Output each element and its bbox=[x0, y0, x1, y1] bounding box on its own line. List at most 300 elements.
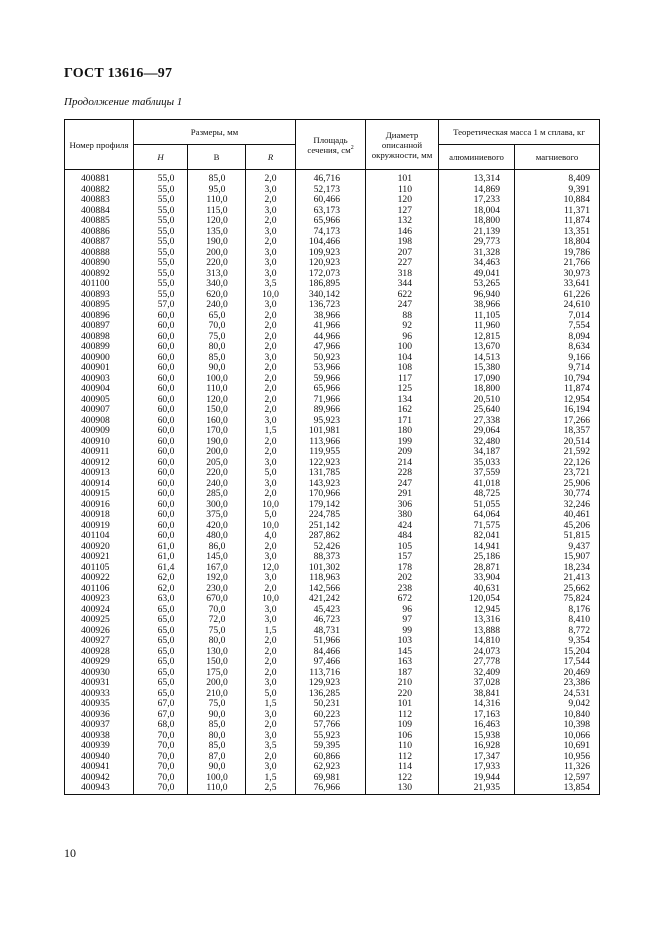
cell-mass-aluminium: 82,041 bbox=[439, 531, 515, 542]
cell-area: 60,466 bbox=[296, 195, 366, 206]
cell-h: 60,0 bbox=[134, 531, 188, 542]
cell-area: 52,426 bbox=[296, 542, 366, 553]
cell-h: 60,0 bbox=[134, 447, 188, 458]
cell-area: 50,923 bbox=[296, 353, 366, 364]
cell-diameter: 112 bbox=[366, 710, 439, 721]
table-row bbox=[65, 542, 600, 553]
cell-mass-magnesium: 10,794 bbox=[515, 374, 600, 385]
cell-mass-magnesium: 13,351 bbox=[515, 227, 600, 238]
cell-r: 3,0 bbox=[246, 185, 296, 196]
cell-b: 75,0 bbox=[188, 699, 246, 710]
cell-h: 61,0 bbox=[134, 552, 188, 563]
cell-h: 62,0 bbox=[134, 573, 188, 584]
page-number: 10 bbox=[64, 846, 76, 860]
table-row bbox=[65, 269, 600, 280]
cell-r: 2,0 bbox=[246, 584, 296, 595]
cell-diameter: 132 bbox=[366, 216, 439, 227]
cell-h: 60,0 bbox=[134, 426, 188, 437]
cell-r: 2,0 bbox=[246, 363, 296, 374]
cell-mass-aluminium: 18,004 bbox=[439, 206, 515, 217]
cell-mass-magnesium: 9,714 bbox=[515, 363, 600, 374]
cell-r: 1,5 bbox=[246, 626, 296, 637]
cell-mass-magnesium: 18,234 bbox=[515, 563, 600, 574]
cell-diameter: 484 bbox=[366, 531, 439, 542]
cell-b: 90,0 bbox=[188, 710, 246, 721]
cell-diameter: 146 bbox=[366, 227, 439, 238]
cell-profile-number: 400893 bbox=[65, 290, 134, 301]
cell-mass-magnesium: 10,884 bbox=[515, 195, 600, 206]
cell-b: 110,0 bbox=[188, 783, 246, 794]
cell-mass-aluminium: 14,810 bbox=[439, 636, 515, 647]
cell-mass-aluminium: 53,265 bbox=[439, 279, 515, 290]
cell-r: 2,0 bbox=[246, 311, 296, 322]
cell-mass-aluminium: 96,940 bbox=[439, 290, 515, 301]
cell-profile-number: 401104 bbox=[65, 531, 134, 542]
cell-r: 1,5 bbox=[246, 699, 296, 710]
cell-area: 59,395 bbox=[296, 741, 366, 752]
cell-area: 120,923 bbox=[296, 258, 366, 269]
cell-b: 120,0 bbox=[188, 216, 246, 227]
cell-mass-aluminium: 27,338 bbox=[439, 416, 515, 427]
cell-mass-aluminium: 31,328 bbox=[439, 248, 515, 259]
table-header bbox=[65, 120, 600, 170]
cell-area: 113,716 bbox=[296, 668, 366, 679]
cell-area: 62,923 bbox=[296, 762, 366, 773]
cell-b: 85,0 bbox=[188, 741, 246, 752]
cell-b: 160,0 bbox=[188, 416, 246, 427]
cell-area: 60,223 bbox=[296, 710, 366, 721]
cell-diameter: 180 bbox=[366, 426, 439, 437]
cell-diameter: 227 bbox=[366, 258, 439, 269]
cell-diameter: 110 bbox=[366, 185, 439, 196]
table-row bbox=[65, 332, 600, 343]
cell-mass-magnesium: 11,326 bbox=[515, 762, 600, 773]
cell-r: 2,0 bbox=[246, 195, 296, 206]
cell-b: 80,0 bbox=[188, 636, 246, 647]
cell-h: 68,0 bbox=[134, 720, 188, 731]
table-row bbox=[65, 636, 600, 647]
cell-h: 60,0 bbox=[134, 311, 188, 322]
cell-mass-magnesium: 18,357 bbox=[515, 426, 600, 437]
cell-b: 480,0 bbox=[188, 531, 246, 542]
cell-mass-magnesium: 8,094 bbox=[515, 332, 600, 343]
cell-profile-number: 400908 bbox=[65, 416, 134, 427]
cell-b: 200,0 bbox=[188, 447, 246, 458]
table-row bbox=[65, 227, 600, 238]
cell-b: 190,0 bbox=[188, 237, 246, 248]
cell-mass-aluminium: 11,960 bbox=[439, 321, 515, 332]
table-row bbox=[65, 185, 600, 196]
cell-mass-aluminium: 48,725 bbox=[439, 489, 515, 500]
table-row bbox=[65, 426, 600, 437]
cell-h: 65,0 bbox=[134, 605, 188, 616]
cell-profile-number: 400900 bbox=[65, 353, 134, 364]
table-row bbox=[65, 468, 600, 479]
cell-area: 170,966 bbox=[296, 489, 366, 500]
cell-mass-magnesium: 21,413 bbox=[515, 573, 600, 584]
cell-mass-aluminium: 17,233 bbox=[439, 195, 515, 206]
cell-diameter: 103 bbox=[366, 636, 439, 647]
table-row bbox=[65, 342, 600, 353]
cell-profile-number: 400899 bbox=[65, 342, 134, 353]
cell-profile-number: 400905 bbox=[65, 395, 134, 406]
cell-mass-aluminium: 34,463 bbox=[439, 258, 515, 269]
cell-r: 2,0 bbox=[246, 384, 296, 395]
cell-r: 5,0 bbox=[246, 468, 296, 479]
cell-b: 167,0 bbox=[188, 563, 246, 574]
cell-r: 3,0 bbox=[246, 353, 296, 364]
table-row bbox=[65, 531, 600, 542]
cell-mass-magnesium: 15,907 bbox=[515, 552, 600, 563]
cell-diameter: 88 bbox=[366, 311, 439, 322]
cell-mass-magnesium: 10,956 bbox=[515, 752, 600, 763]
cell-r: 2,0 bbox=[246, 447, 296, 458]
cell-area: 101,981 bbox=[296, 426, 366, 437]
cell-h: 65,0 bbox=[134, 636, 188, 647]
cell-b: 85,0 bbox=[188, 720, 246, 731]
cell-mass-magnesium: 9,391 bbox=[515, 185, 600, 196]
cell-b: 110,0 bbox=[188, 384, 246, 395]
cell-profile-number: 400930 bbox=[65, 668, 134, 679]
cell-mass-magnesium: 16,194 bbox=[515, 405, 600, 416]
cell-profile-number: 400936 bbox=[65, 710, 134, 721]
cell-mass-magnesium: 10,840 bbox=[515, 710, 600, 721]
cell-mass-aluminium: 17,090 bbox=[439, 374, 515, 385]
cell-h: 60,0 bbox=[134, 458, 188, 469]
cell-mass-aluminium: 18,800 bbox=[439, 216, 515, 227]
table-row bbox=[65, 657, 600, 668]
cell-r: 10,0 bbox=[246, 500, 296, 511]
cell-b: 192,0 bbox=[188, 573, 246, 584]
cell-area: 143,923 bbox=[296, 479, 366, 490]
cell-h: 63,0 bbox=[134, 594, 188, 605]
cell-mass-magnesium: 9,354 bbox=[515, 636, 600, 647]
cell-area: 172,073 bbox=[296, 269, 366, 280]
cell-area: 109,923 bbox=[296, 248, 366, 259]
cell-b: 175,0 bbox=[188, 668, 246, 679]
cell-profile-number: 400922 bbox=[65, 573, 134, 584]
cell-h: 60,0 bbox=[134, 479, 188, 490]
cell-b: 87,0 bbox=[188, 752, 246, 763]
cell-area: 340,142 bbox=[296, 290, 366, 301]
cell-profile-number: 400888 bbox=[65, 248, 134, 259]
cell-diameter: 380 bbox=[366, 510, 439, 521]
cell-mass-aluminium: 28,871 bbox=[439, 563, 515, 574]
cell-profile-number: 400890 bbox=[65, 258, 134, 269]
cell-b: 170,0 bbox=[188, 426, 246, 437]
cell-r: 2,0 bbox=[246, 216, 296, 227]
table-row bbox=[65, 783, 600, 794]
cell-area: 101,302 bbox=[296, 563, 366, 574]
cell-area: 65,966 bbox=[296, 216, 366, 227]
cell-h: 60,0 bbox=[134, 437, 188, 448]
cell-h: 65,0 bbox=[134, 668, 188, 679]
table-body bbox=[65, 170, 600, 795]
cell-h: 60,0 bbox=[134, 510, 188, 521]
cell-b: 220,0 bbox=[188, 468, 246, 479]
cell-area: 186,895 bbox=[296, 279, 366, 290]
cell-mass-magnesium: 32,246 bbox=[515, 500, 600, 511]
cell-area: 69,981 bbox=[296, 773, 366, 784]
cell-r: 3,0 bbox=[246, 269, 296, 280]
cell-h: 55,0 bbox=[134, 269, 188, 280]
table-row bbox=[65, 248, 600, 259]
table-row bbox=[65, 521, 600, 532]
cell-mass-aluminium: 14,513 bbox=[439, 353, 515, 364]
document-title: ГОСТ 13616—97 bbox=[64, 66, 173, 81]
header-profile-number: Номер профиля bbox=[65, 120, 134, 170]
header-magnesium: магниевого bbox=[515, 145, 600, 170]
cell-r: 3,0 bbox=[246, 416, 296, 427]
cell-profile-number: 400892 bbox=[65, 269, 134, 280]
cell-mass-magnesium: 22,126 bbox=[515, 458, 600, 469]
cell-b: 200,0 bbox=[188, 248, 246, 259]
cell-profile-number: 400895 bbox=[65, 300, 134, 311]
table-continuation-caption: Продолжение таблицы 1 bbox=[64, 96, 183, 108]
cell-h: 65,0 bbox=[134, 657, 188, 668]
cell-mass-magnesium: 8,176 bbox=[515, 605, 600, 616]
cell-b: 205,0 bbox=[188, 458, 246, 469]
cell-diameter: 96 bbox=[366, 332, 439, 343]
cell-diameter: 344 bbox=[366, 279, 439, 290]
table-row bbox=[65, 479, 600, 490]
table-row bbox=[65, 678, 600, 689]
cell-area: 95,923 bbox=[296, 416, 366, 427]
table-row bbox=[65, 710, 600, 721]
cell-profile-number: 400921 bbox=[65, 552, 134, 563]
cell-b: 70,0 bbox=[188, 321, 246, 332]
cell-mass-aluminium: 35,033 bbox=[439, 458, 515, 469]
cell-diameter: 210 bbox=[366, 678, 439, 689]
cell-diameter: 120 bbox=[366, 195, 439, 206]
cell-mass-aluminium: 41,018 bbox=[439, 479, 515, 490]
cell-mass-aluminium: 12,815 bbox=[439, 332, 515, 343]
cell-b: 670,0 bbox=[188, 594, 246, 605]
cell-profile-number: 400927 bbox=[65, 636, 134, 647]
cell-h: 60,0 bbox=[134, 489, 188, 500]
cell-diameter: 214 bbox=[366, 458, 439, 469]
cell-b: 100,0 bbox=[188, 374, 246, 385]
cell-b: 95,0 bbox=[188, 185, 246, 196]
cell-b: 375,0 bbox=[188, 510, 246, 521]
cell-mass-aluminium: 25,640 bbox=[439, 405, 515, 416]
cell-r: 2,0 bbox=[246, 170, 296, 185]
table-row bbox=[65, 605, 600, 616]
cell-profile-number: 400907 bbox=[65, 405, 134, 416]
cell-b: 340,0 bbox=[188, 279, 246, 290]
cell-area: 104,466 bbox=[296, 237, 366, 248]
cell-b: 200,0 bbox=[188, 678, 246, 689]
cell-mass-magnesium: 7,554 bbox=[515, 321, 600, 332]
table-row bbox=[65, 384, 600, 395]
cell-b: 285,0 bbox=[188, 489, 246, 500]
cell-profile-number: 400929 bbox=[65, 657, 134, 668]
cell-h: 70,0 bbox=[134, 773, 188, 784]
cell-r: 2,0 bbox=[246, 720, 296, 731]
cell-profile-number: 400885 bbox=[65, 216, 134, 227]
cell-profile-number: 400935 bbox=[65, 699, 134, 710]
cell-profile-number: 400913 bbox=[65, 468, 134, 479]
cell-b: 80,0 bbox=[188, 342, 246, 353]
cell-profile-number: 400881 bbox=[65, 170, 134, 185]
cell-h: 60,0 bbox=[134, 353, 188, 364]
cell-diameter: 127 bbox=[366, 206, 439, 217]
cell-mass-aluminium: 16,463 bbox=[439, 720, 515, 731]
cell-area: 52,173 bbox=[296, 185, 366, 196]
cell-diameter: 114 bbox=[366, 762, 439, 773]
cell-diameter: 247 bbox=[366, 300, 439, 311]
cell-r: 3,0 bbox=[246, 615, 296, 626]
cell-mass-aluminium: 13,314 bbox=[439, 170, 515, 185]
table-row bbox=[65, 405, 600, 416]
table-row bbox=[65, 563, 600, 574]
cell-mass-aluminium: 120,054 bbox=[439, 594, 515, 605]
cell-diameter: 99 bbox=[366, 626, 439, 637]
cell-profile-number: 400943 bbox=[65, 783, 134, 794]
cell-diameter: 171 bbox=[366, 416, 439, 427]
cell-h: 60,0 bbox=[134, 384, 188, 395]
cell-diameter: 306 bbox=[366, 500, 439, 511]
cell-area: 57,766 bbox=[296, 720, 366, 731]
cell-diameter: 424 bbox=[366, 521, 439, 532]
cell-profile-number: 400931 bbox=[65, 678, 134, 689]
table-row bbox=[65, 689, 600, 700]
cell-diameter: 92 bbox=[366, 321, 439, 332]
cell-mass-magnesium: 40,461 bbox=[515, 510, 600, 521]
cell-b: 150,0 bbox=[188, 657, 246, 668]
cell-mass-aluminium: 40,631 bbox=[439, 584, 515, 595]
cell-diameter: 220 bbox=[366, 689, 439, 700]
cell-mass-aluminium: 27,778 bbox=[439, 657, 515, 668]
table-row bbox=[65, 363, 600, 374]
cell-mass-aluminium: 64,064 bbox=[439, 510, 515, 521]
cell-mass-magnesium: 10,066 bbox=[515, 731, 600, 742]
cell-diameter: 228 bbox=[366, 468, 439, 479]
cell-profile-number: 400909 bbox=[65, 426, 134, 437]
cell-diameter: 97 bbox=[366, 615, 439, 626]
cell-mass-magnesium: 9,166 bbox=[515, 353, 600, 364]
cell-h: 55,0 bbox=[134, 216, 188, 227]
cell-r: 12,0 bbox=[246, 563, 296, 574]
cell-area: 48,731 bbox=[296, 626, 366, 637]
cell-area: 224,785 bbox=[296, 510, 366, 521]
cell-mass-magnesium: 11,371 bbox=[515, 206, 600, 217]
cell-b: 75,0 bbox=[188, 626, 246, 637]
cell-area: 131,785 bbox=[296, 468, 366, 479]
cell-mass-aluminium: 34,187 bbox=[439, 447, 515, 458]
cell-b: 80,0 bbox=[188, 731, 246, 742]
header-r: R bbox=[246, 145, 296, 170]
cell-b: 120,0 bbox=[188, 395, 246, 406]
cell-mass-magnesium: 75,824 bbox=[515, 594, 600, 605]
cell-h: 65,0 bbox=[134, 647, 188, 658]
cell-mass-aluminium: 20,510 bbox=[439, 395, 515, 406]
cell-h: 60,0 bbox=[134, 363, 188, 374]
cell-profile-number: 401106 bbox=[65, 584, 134, 595]
table-row bbox=[65, 489, 600, 500]
cell-profile-number: 400916 bbox=[65, 500, 134, 511]
table-row bbox=[65, 353, 600, 364]
cell-diameter: 672 bbox=[366, 594, 439, 605]
cell-h: 60,0 bbox=[134, 416, 188, 427]
cell-h: 61,0 bbox=[134, 542, 188, 553]
cell-r: 3,5 bbox=[246, 279, 296, 290]
cell-mass-aluminium: 24,073 bbox=[439, 647, 515, 658]
cell-r: 1,5 bbox=[246, 426, 296, 437]
cell-mass-magnesium: 15,204 bbox=[515, 647, 600, 658]
cell-mass-magnesium: 8,409 bbox=[515, 170, 600, 185]
cell-area: 65,966 bbox=[296, 384, 366, 395]
cell-mass-aluminium: 32,480 bbox=[439, 437, 515, 448]
cell-h: 55,0 bbox=[134, 290, 188, 301]
cell-mass-aluminium: 15,938 bbox=[439, 731, 515, 742]
cell-mass-magnesium: 24,531 bbox=[515, 689, 600, 700]
cell-b: 70,0 bbox=[188, 605, 246, 616]
cell-b: 115,0 bbox=[188, 206, 246, 217]
cell-b: 90,0 bbox=[188, 363, 246, 374]
cell-r: 2,5 bbox=[246, 783, 296, 794]
cell-h: 67,0 bbox=[134, 699, 188, 710]
cell-b: 75,0 bbox=[188, 332, 246, 343]
cell-profile-number: 400915 bbox=[65, 489, 134, 500]
cell-diameter: 318 bbox=[366, 269, 439, 280]
cell-mass-aluminium: 13,316 bbox=[439, 615, 515, 626]
cell-mass-aluminium: 14,316 bbox=[439, 699, 515, 710]
cell-b: 130,0 bbox=[188, 647, 246, 658]
cell-area: 47,966 bbox=[296, 342, 366, 353]
cell-profile-number: 401105 bbox=[65, 563, 134, 574]
cell-b: 313,0 bbox=[188, 269, 246, 280]
table-row bbox=[65, 237, 600, 248]
cell-r: 3,0 bbox=[246, 605, 296, 616]
cell-area: 46,723 bbox=[296, 615, 366, 626]
cell-mass-magnesium: 25,906 bbox=[515, 479, 600, 490]
cell-diameter: 108 bbox=[366, 363, 439, 374]
cell-h: 70,0 bbox=[134, 741, 188, 752]
cell-mass-aluminium: 49,041 bbox=[439, 269, 515, 280]
cell-r: 2,0 bbox=[246, 636, 296, 647]
cell-mass-magnesium: 20,469 bbox=[515, 668, 600, 679]
cell-area: 89,966 bbox=[296, 405, 366, 416]
cell-diameter: 157 bbox=[366, 552, 439, 563]
cell-mass-aluminium: 14,869 bbox=[439, 185, 515, 196]
cell-area: 55,923 bbox=[296, 731, 366, 742]
cell-diameter: 198 bbox=[366, 237, 439, 248]
table-row bbox=[65, 615, 600, 626]
cell-h: 55,0 bbox=[134, 248, 188, 259]
cell-area: 41,966 bbox=[296, 321, 366, 332]
table-row bbox=[65, 416, 600, 427]
cell-r: 2,0 bbox=[246, 342, 296, 353]
cell-h: 55,0 bbox=[134, 185, 188, 196]
cell-profile-number: 400904 bbox=[65, 384, 134, 395]
table-row bbox=[65, 699, 600, 710]
cell-h: 60,0 bbox=[134, 405, 188, 416]
cell-h: 70,0 bbox=[134, 762, 188, 773]
cell-h: 60,0 bbox=[134, 395, 188, 406]
table-row bbox=[65, 510, 600, 521]
cell-b: 150,0 bbox=[188, 405, 246, 416]
cell-area: 122,923 bbox=[296, 458, 366, 469]
table-row bbox=[65, 311, 600, 322]
cell-mass-aluminium: 37,028 bbox=[439, 678, 515, 689]
table-row bbox=[65, 437, 600, 448]
cell-h: 70,0 bbox=[134, 752, 188, 763]
cell-b: 110,0 bbox=[188, 195, 246, 206]
cell-r: 3,0 bbox=[246, 248, 296, 259]
cell-diameter: 209 bbox=[366, 447, 439, 458]
table-row bbox=[65, 752, 600, 763]
